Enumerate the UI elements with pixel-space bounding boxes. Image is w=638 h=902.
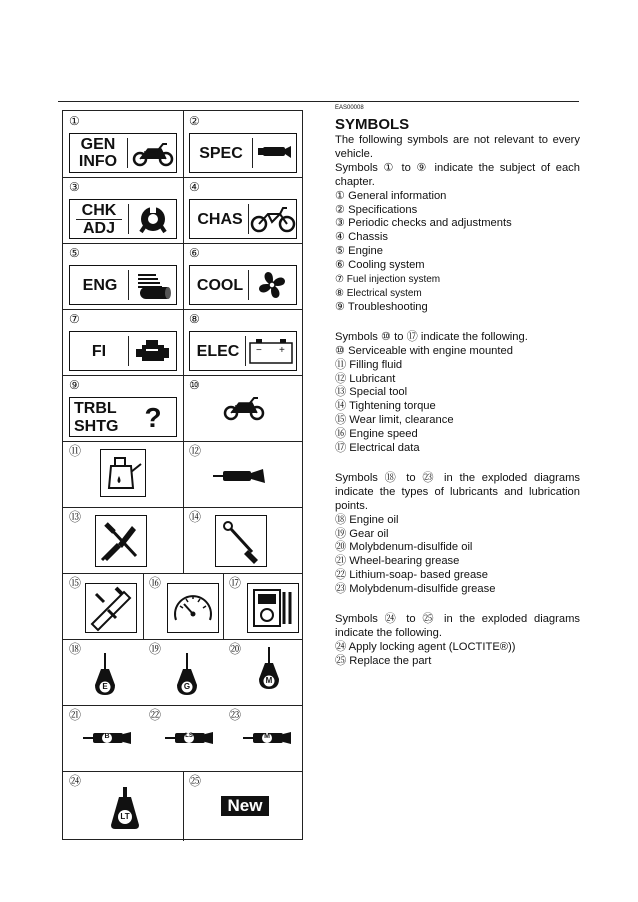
symbol-code: ADJ [82,220,115,237]
list-item: ㉔ Apply locking agent (LOCTITE®)) [335,640,516,653]
symbol-code: TRBL [74,400,117,417]
list-item: ㉒ Lithium-soap- based grease [335,569,488,582]
list-item: ⑯ Engine speed [335,428,418,441]
symbol-number: ㉓ [229,708,242,722]
intro-text: The following symbols are not relevant to every vehicle. [335,134,580,160]
symbol-code: FI [91,343,107,360]
list-item: ⑨ Troubleshooting [335,300,428,313]
list-item: ⑳ Molybdenum-disulfide oil [335,541,473,554]
symbol-number: ⑫ [189,444,202,458]
symbol-number: ⑤ [69,246,80,260]
top-rule [58,101,579,102]
list-item: ⑥ Cooling system [335,259,425,272]
motorcycle-icon [131,139,175,167]
oil-bottle-icon [257,645,281,693]
wrench-icon [138,204,168,234]
list-item: ⑮ Wear limit, clearance [335,414,454,427]
new-part-icon: New [221,796,269,816]
oil-can-icon [100,449,146,497]
list-item: ① General information [335,189,447,202]
battery-minus: − [256,345,262,356]
tachometer-icon [167,583,219,633]
list-item: ④ Chassis [335,231,388,244]
column-divider [223,573,224,639]
question-icon: ? [144,402,162,433]
eng-symbol [69,265,177,305]
symbol-number: ⑮ [69,576,82,590]
symbol-number: ㉒ [149,708,162,722]
oil-bottle-icon [93,651,117,699]
caliper-icon [85,583,137,633]
oil-bottle-icon [175,651,199,699]
fi-symbol [69,331,177,371]
lubricant-label: E [102,682,108,691]
symbol-number: ㉑ [69,708,82,722]
symbol-code: SHTG [74,418,119,435]
symbol-number: ④ [189,180,200,194]
symbol-code: SPEC [199,145,243,162]
elec-symbol [189,331,297,371]
list-item: ⑦ Fuel injection system [335,274,441,286]
symbol-number: ⑲ [149,642,162,656]
list-item: ⑱ Engine oil [335,513,399,526]
symbol-number: ② [189,114,200,128]
list-item: ⑩ Serviceable with engine mounted [335,344,513,357]
symbol-number: ⑨ [69,378,80,392]
list-item: ⑧ Electrical system [335,287,422,299]
list-item: ㉑ Wheel-bearing grease [335,555,460,568]
list-item: ⑭ Tightening torque [335,400,436,413]
trbl-shtg-symbol [69,397,177,437]
group2-intro: Symbols ⑩ to ⑰ indicate the following. [335,330,528,343]
multimeter-icon [247,583,299,633]
page-code: EAS00008 [335,105,364,111]
symbol-number: ⑩ [189,378,200,392]
grease-gun-icon [213,467,269,485]
symbol-number: ① [69,114,80,128]
list-item: ③ Periodic checks and adjustments [335,217,512,230]
grease-tube-icon [165,731,215,745]
grease-tube-icon [243,731,293,745]
grease-label: LS [185,733,193,739]
battery-plus: + [279,345,285,356]
row-divider [63,573,303,574]
list-item: ㉓ Molybdenum-disulfide grease [335,583,496,596]
symbol-number: ⑪ [69,444,82,458]
symbol-code: COOL [196,277,244,294]
chk-adj-symbol [69,199,177,239]
spec-symbol [189,133,297,173]
cool-symbol [189,265,297,305]
symbol-number: ③ [69,180,80,194]
row-divider [63,705,303,706]
symbol-number: ⑯ [149,576,162,590]
engine-block-icon [134,337,172,365]
symbol-code: CHAS [197,211,243,228]
symbol-number: ⑭ [189,510,202,524]
pliers-screwdriver-icon [95,515,147,567]
camshaft-icon [134,269,172,301]
symbol-number: ⑦ [69,312,80,326]
symbol-code: CHK [81,202,117,219]
text-column [335,104,580,669]
symbol-grid [62,110,303,840]
grease-label: B [104,733,110,740]
grease-gun-icon [258,142,292,162]
battery-icon [248,337,294,365]
row-divider [63,639,303,640]
loctite-bottle-icon [109,787,141,831]
symbol-number: ⑳ [229,642,242,656]
symbol-number: ⑰ [229,576,242,590]
list-item: ⑪ Filling fluid [335,358,403,371]
symbol-number: ⑧ [189,312,200,326]
list-item: ⑬ Special tool [335,386,408,399]
list-item: ㉕ Replace the part [335,654,432,667]
list-item: ⑤ Engine [335,245,383,258]
list-item: ⑲ Gear oil [335,527,389,540]
symbol-number: ⑥ [189,246,200,260]
loctite-label: LT [120,812,130,821]
torque-wrench-icon [215,515,267,567]
page-title: SYMBOLS [335,116,410,133]
column-divider [183,771,184,841]
offroad-bike-icon [250,205,296,233]
column-divider [143,573,144,639]
symbol-number: ⑬ [69,510,82,524]
group4-intro: Symbols ㉔ to ㉕ in the exploded diagrams indicate the following. [335,613,580,639]
column-divider [183,111,184,573]
motorcycle-icon [223,395,265,421]
symbol-code: ENG [82,277,118,294]
lubricant-label: M [265,676,273,685]
fan-icon [256,269,288,301]
group1-intro: Symbols ① to ⑨ indicate the subject of each chapter. [335,161,580,188]
symbol-number: ㉕ [189,774,202,788]
symbol-code: INFO [78,153,118,170]
chas-symbol [189,199,297,239]
symbol-code: GEN [80,136,116,153]
list-item: ⑰ Electrical data [335,442,420,455]
list-item: ⑫ Lubricant [335,372,396,385]
grease-tube-icon [83,731,133,745]
symbol-code: ELEC [196,343,240,360]
grease-label: M [264,733,270,740]
symbol-number: ⑱ [69,642,82,656]
lubricant-label: G [183,682,191,691]
gen-info-symbol [69,133,177,173]
symbol-number: ㉔ [69,774,82,788]
group3-intro: Symbols ⑱ to ㉓ in the exploded diagrams indicate the types of lubricants and lubrication points. [335,471,580,512]
list-item: ② Specifications [335,203,418,216]
